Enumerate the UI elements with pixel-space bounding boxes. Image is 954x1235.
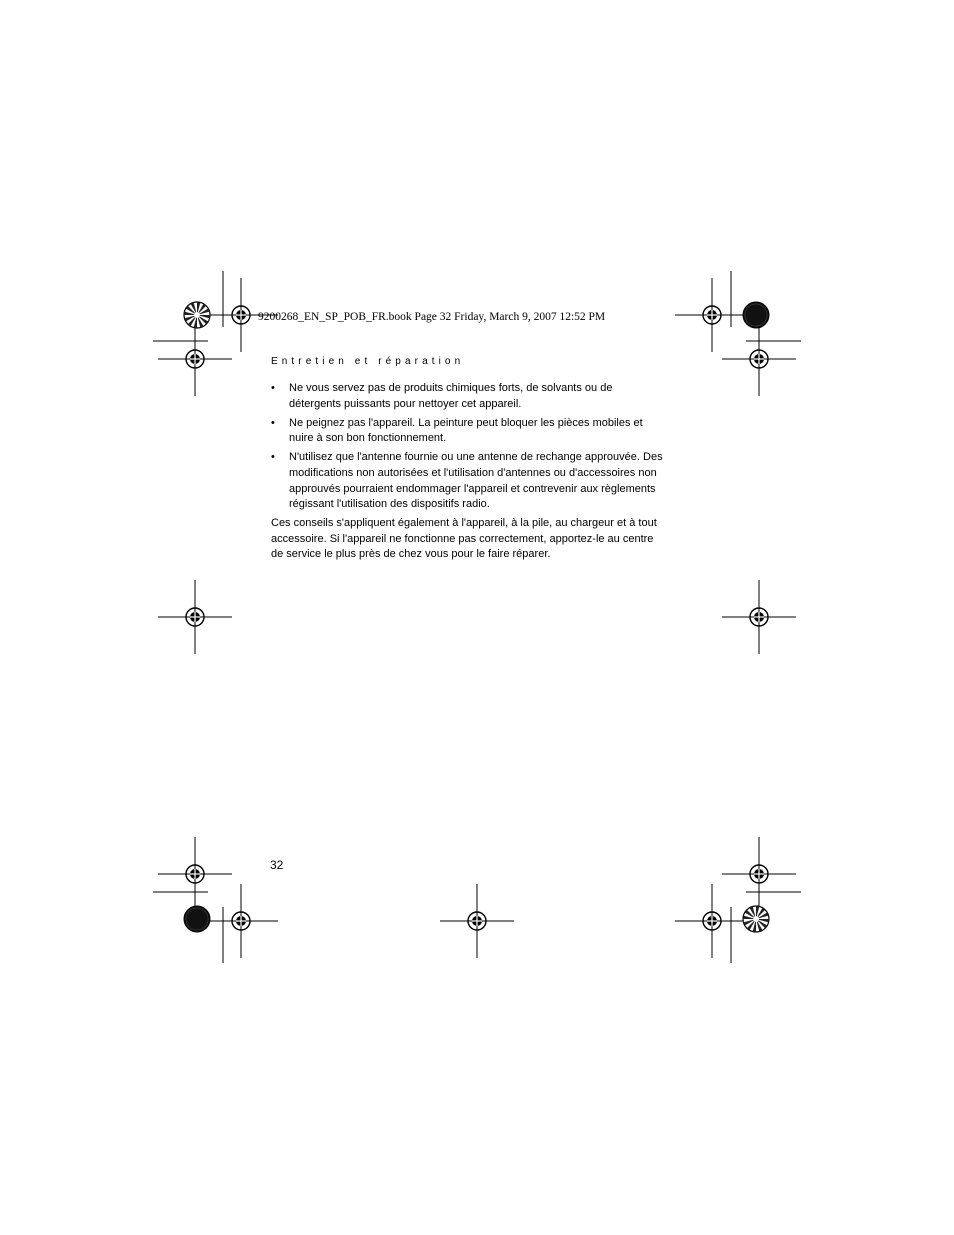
starburst-circle [184, 302, 210, 328]
registration-targets [158, 278, 796, 958]
list-item-text: Ne vous servez pas de produits chimiques forts, de solvants ou de détergents puissants pour nettoyer cet appareil. [289, 382, 613, 410]
solid-circle [743, 302, 769, 328]
list-item-text: N'utilisez que l'antenne fournie ou une antenne de rechange approuvée. Des modifications non autorisées et l'utilisation d'antennes ou d'accessoires non approuvés pourraient endommager l'appareil et contrevenir aux règlements régissant l'utilisation des dispositifs radio. [289, 451, 663, 511]
registration-target [722, 837, 796, 911]
registration-target [675, 884, 749, 958]
list-item [271, 450, 666, 512]
print-slug: 9200268_EN_SP_POB_FR.book Page 32 Friday, March 9, 2007 12:52 PM [258, 311, 606, 323]
list-item [271, 381, 666, 412]
page-number: 32 [270, 858, 284, 872]
registration-target [158, 580, 232, 654]
bullet-icon: • [271, 382, 275, 394]
bullet-icon: • [271, 416, 275, 429]
solid-circle [184, 906, 210, 932]
section-title: Entretien et réparation [271, 356, 465, 367]
registration-target [158, 322, 232, 396]
crop-marks [153, 271, 801, 963]
starburst-circle [743, 906, 769, 932]
list-item-text: Ne peignez pas l'appareil. La peinture peut bloquer les pièces mobiles et nuire à son bon fonctionnement. [289, 416, 643, 445]
registration-target [158, 837, 232, 911]
list-item [271, 416, 666, 447]
registration-target [440, 884, 514, 958]
registration-target [675, 278, 749, 352]
bullet-icon: • [271, 451, 275, 464]
body-text [271, 381, 666, 563]
body-paragraph: Ces conseils s'appliquent également à l'appareil, à la pile, au chargeur et à tout accessoire. Si l'appareil ne fonctionne pas correctement, apportez-le au centre de service le plus près de chez vous pour le faire réparer. [271, 517, 657, 561]
registration-target [722, 322, 796, 396]
registration-target [204, 884, 278, 958]
registration-target [722, 580, 796, 654]
bullet-list [271, 381, 666, 513]
